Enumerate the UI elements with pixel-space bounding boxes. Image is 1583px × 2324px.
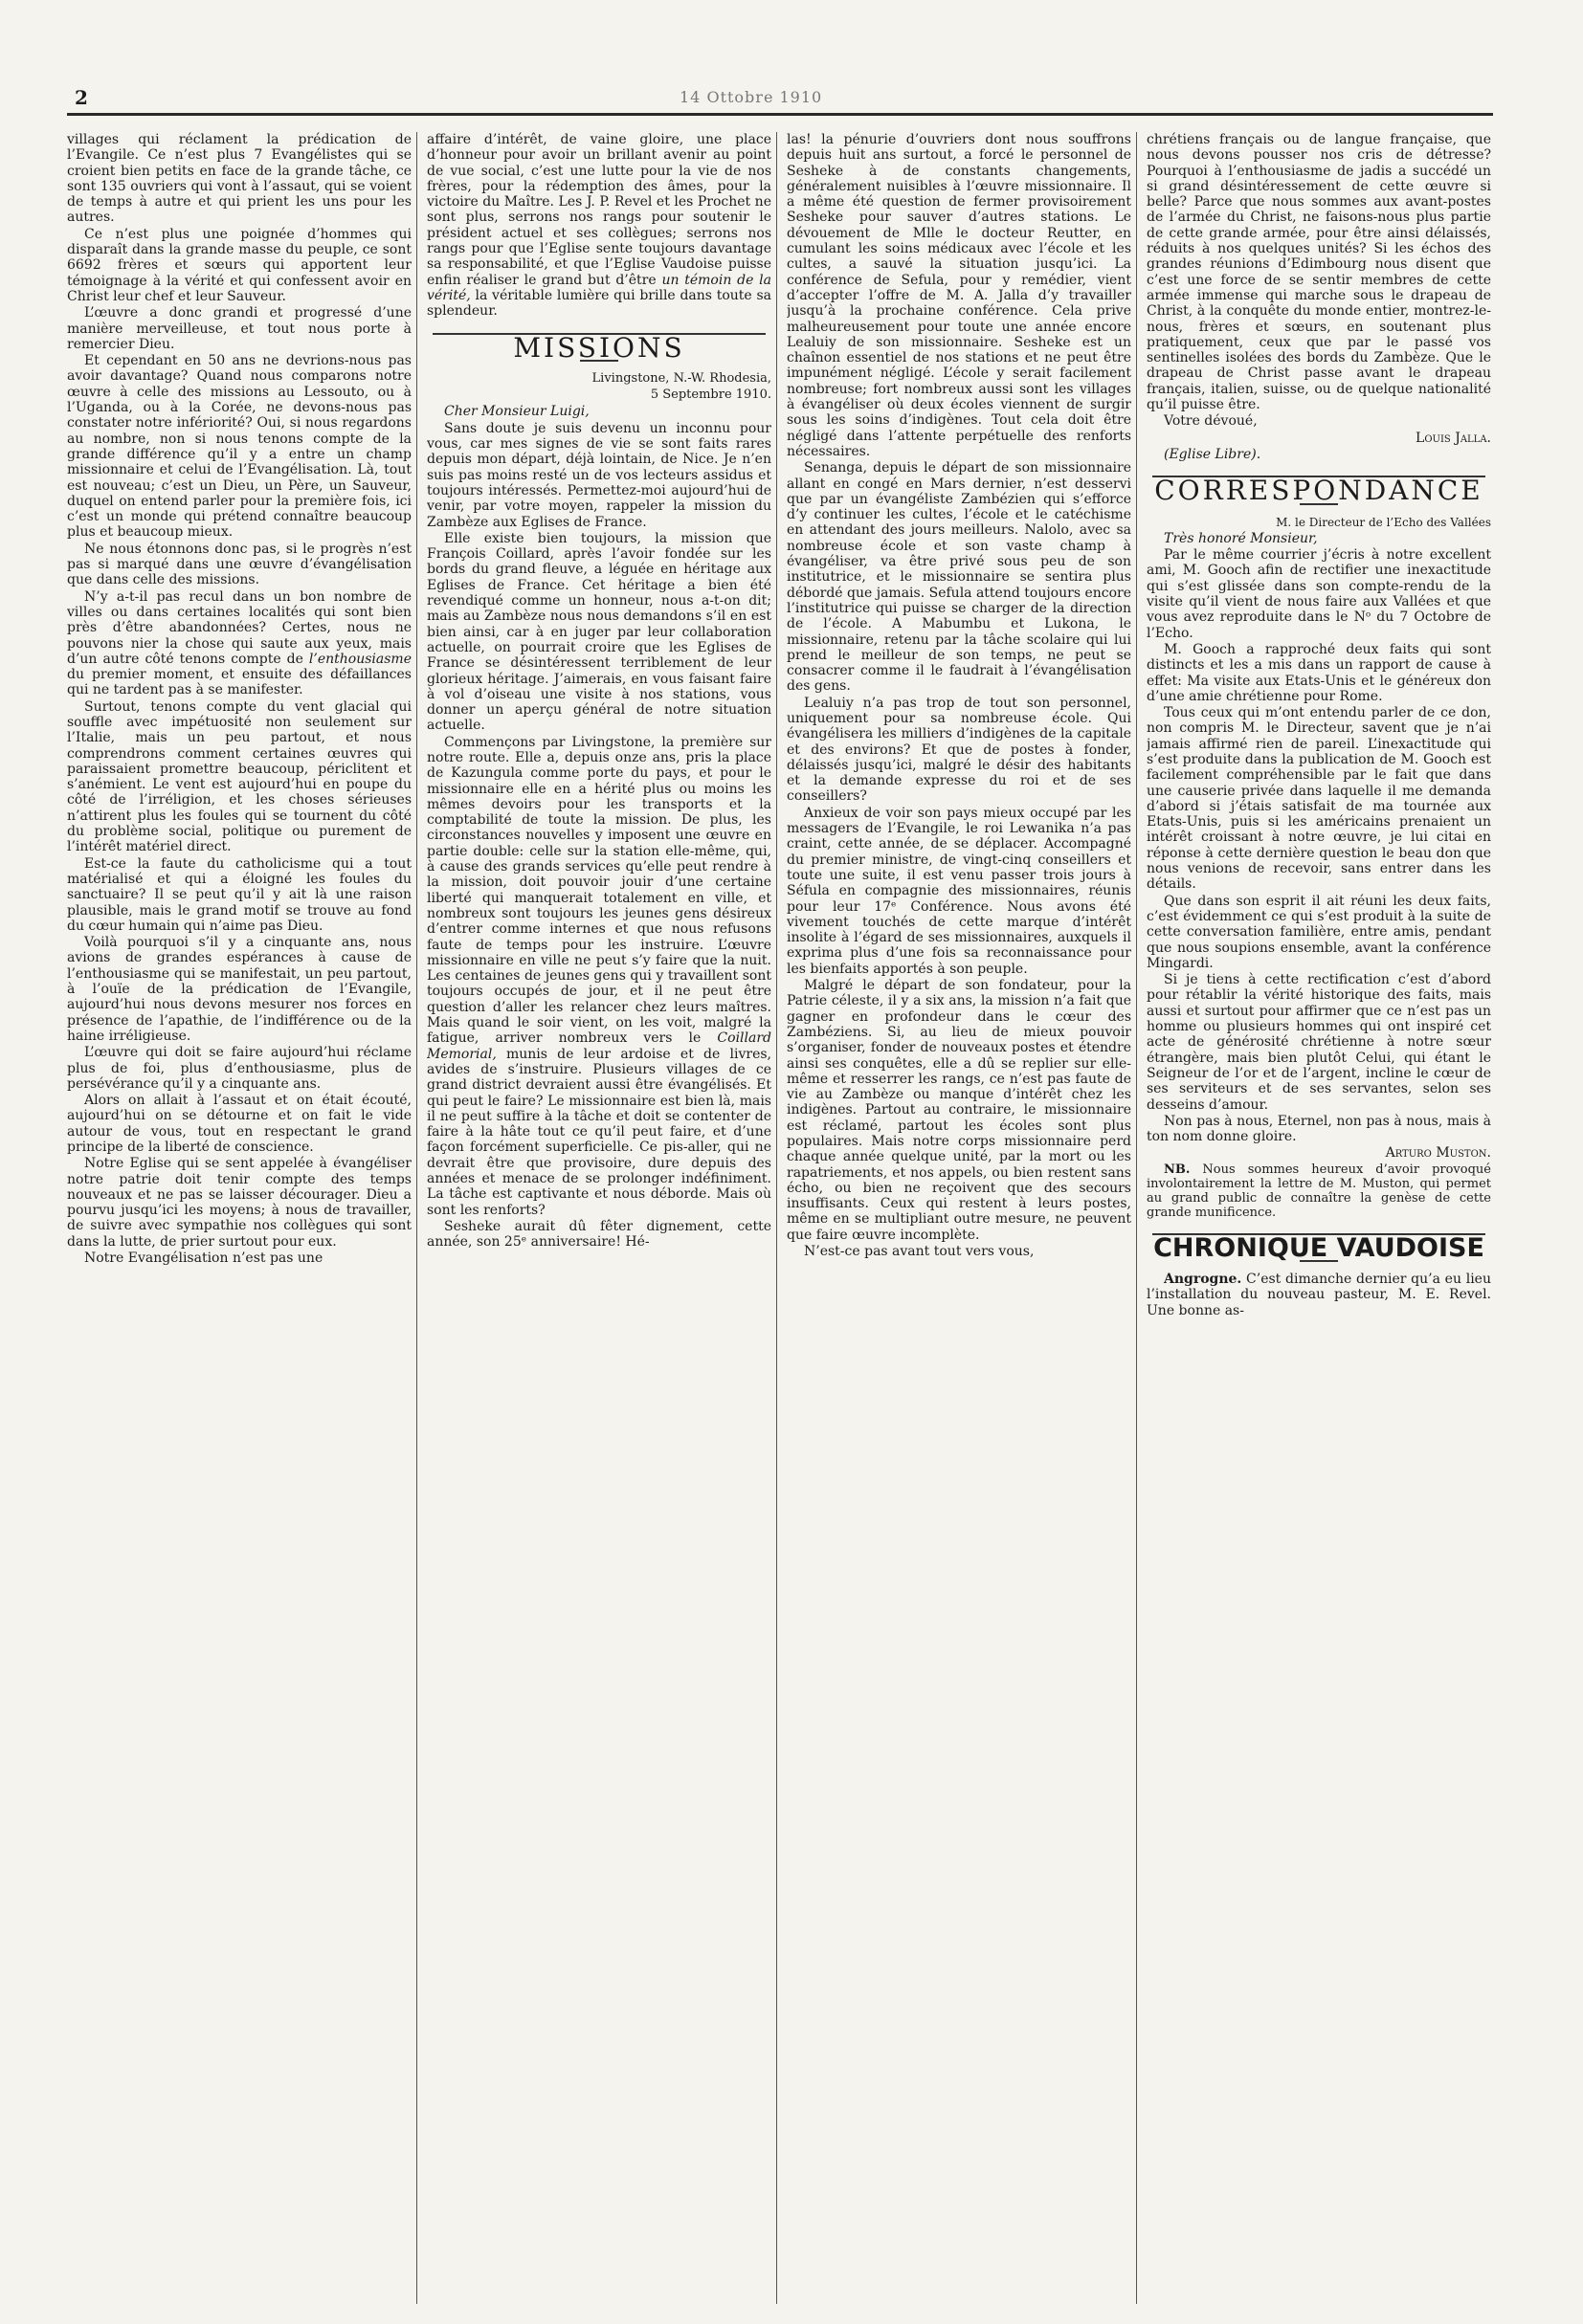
note-label: NB.: [1164, 1162, 1191, 1177]
emphasis: Cher Monsieur Luigi,: [444, 404, 590, 420]
paragraph: Notre Eglise qui se sent appelée à évangéliser notre patrie doit tenir compte des temps nouveaux et ne pas se laisser décourager. Dieu a pourvu jusqu’ici les moyens; à nous de travailler, de suivre avec sympathie nos collègues qui sont dans la lutte, de prier surtout pour eux.: [67, 1156, 412, 1250]
paragraph: [1147, 1272, 1491, 1318]
paragraph: Elle existe bien toujours, la mission que François Coillard, après l’avoir fondée sur les bords du grand fleuve, a léguée en héritage aux Eglises de France. Cet héritage a bien été revendiqué comme un honneur, nous a-t-on dit; mais au Zambèze nous nous demandons s’il en est bien ainsi, car à en juger par leur collaboration actuelle, on pourrait croire que les Eglises de France se désintéressent terriblement de leur glorieux héritage. J’aimerais, en vous faisant faire à vol d’oiseau une visite à nos stations, vous donner un aperçu général de notre situation actuelle.: [427, 530, 771, 734]
text-run: munis de leur ardoise et de livres, avides de s’instruire. Plusieurs villages de ce grand district devraient aussi être évangélisés. Et qui peut le faire? Le missionnaire est bien là, mais il ne peut suffire à la tâche et doit se contenter de faire à la hâte tout ce qu’il peut faire, et d’une façon forcément superficielle. Ce pis-aller, qui ne devrait être que provisoire, dure depuis des années et menace de se prolonger indéfiniment. La tâche est captivante et nous déborde. Mais où sont les renforts?: [427, 1046, 771, 1218]
column-rule: [416, 132, 417, 2304]
paragraph: [427, 735, 771, 1218]
paragraph: Ce n’est plus une poignée d’hommes qui disparaît dans la grande masse du peuple, ce sont 6692 frères et sœurs qui apportent leur témoignage à la vérité et qui confessent avoir en Christ leur chef et leur Sauveur.: [67, 226, 412, 304]
emphasis: Très honoré Monsieur,: [1164, 530, 1318, 546]
emphasis: (Eglise Libre).: [1164, 446, 1261, 462]
signature: Louis Jalla.: [1416, 430, 1491, 446]
section-title: CHRONIQUE VAUDOISE: [1153, 1232, 1484, 1263]
text-run: Commençons par Livingstone, la première sur notre route. Elle a, depuis onze ans, pris la place de Kazungula comme porte du pays, et pour le missionnaire elle en a hérité plus ou moins les mêmes devoirs pour les transports et la comptabilité de toute la mission. De plus, les circonstances nouvelles y imposent une œuvre en partie double: celle sur la station elle-même, qui, à cause des grands services qu’elle peut rendre à la mission, doit pouvoir jouir d’une certaine liberté qui manquerait totalement en ville, et nombreux sont toujours les jeunes gens désireux d’entrer comme internes et que nous refusons faute de temps pour les instruire. L’œuvre missionnaire en ville ne peut s’y faire que la nuit. Les centaines de jeunes gens qui y travaillent sont toujours occupés de jour, et il ne peut être question d’aller les relancer chez leurs maîtres. Mais quand le soir vient, on les voit, malgré la fatigue, arriver nombreux vers le: [427, 734, 771, 1047]
paragraph: M. Gooch a rapproché deux faits qui sont distincts et les a mis dans un rapport de cause à effet: Ma visite aux Etats-Unis et le généreux don d’une amie chrétienne pour Rome.: [1147, 641, 1491, 704]
column-4: [1147, 132, 1491, 2306]
text-run: N’y a-t-il pas recul dans un bon nombre de villes ou dans certaines localités qui sont bien près d’être abandonnées? Certes, nous ne pouvons nier la chose qui saute aux yeux, mais d’un autre côté tenons compte de: [67, 588, 412, 667]
paragraph: chrétiens français ou de langue française, que nous devons pousser nos cris de détresse? Pourquoi à l’enthousiasme de jadis a succédé un si grand désintéressement de cette œuvre si belle? Parce que nous sommes aux avant-postes de l’armée du Christ, ne faisons-nous plus partie de cette grande armée, pour être ainsi délaissés, réduits à nos quelques unités? Si les échos des grandes réunions d’Edimbourg nous disent que c’est une force de se sentir membres de cette armée immense qui marche sous le drapeau de Christ, à la conquête du monde entier, montrez-le-nous, frères et sœurs, en soutenant plus pratiquement, ceux que par le passé vos sentinelles isolées des bords du Zambèze. Que le drapeau de Christ passe avant le drapeau français, italien, suisse, ou de quelque nationalité qu’il puisse être.: [1147, 132, 1491, 413]
text-run: la véritable lumière qui brille dans toute sa splendeur.: [427, 287, 771, 320]
text-run: C’est dimanche dernier qu’a eu lieu l’installation du nouveau pasteur, M. E. Revel. Une bonne as-: [1147, 1272, 1491, 1318]
paragraph: Sans doute je suis devenu un inconnu pour vous, car mes signes de vie se sont faits rares depuis mon départ, déjà lointain, de Nice. Je n’en suis pas moins resté un de vos lecteurs assidus et toujours intéressés. Permettez-moi aujourd’hui de venir, par votre moyen, rappeler la mission du Zambèze aux Eglises de France.: [427, 420, 771, 530]
paragraph: [67, 589, 412, 698]
paragraph: Surtout, tenons compte du vent glacial qui souffle avec impétuosité non seulement sur l’Italie, mais un peu partout, et nous comprendrons comment certaines œuvres qui paraissaient promettre beaucoup, périclitent et s’anémient. Le vent est aujourd’hui en poupe du côté de l’irréligion, et les choses sérieuses n’attirent plus les foules qui se tournent du côté du problème social, politique ou purement de l’intérêt matériel direct.: [67, 698, 412, 855]
paragraph: [427, 132, 771, 320]
paragraph: N’est-ce pas avant tout vers vous,: [804, 1244, 1035, 1260]
section-heading-missions: [427, 333, 771, 362]
emphasis: l’enthousiasme: [308, 651, 412, 667]
place-label: Angrogne.: [1164, 1272, 1242, 1287]
paragraph: Lealuiy n’a pas trop de tout son personnel, uniquement pour sa nombreuse école. Qui évangélisera les milliers d’indigènes de la capitale et des environs? Et que de postes à fonder, délaissés jusqu’ici, malgré le désir des habitants et la demande expresse du roi et de ses conseillers?: [787, 695, 1131, 805]
column-2: [427, 132, 771, 2306]
section-heading-correspondance: [1147, 475, 1491, 507]
addressee-line: M. le Directeur de l’Echo des Vallées: [1276, 515, 1491, 529]
salutation: [1147, 531, 1491, 546]
paragraph: Voilà pourquoi s’il y a cinquante ans, nous avions de grandes espérances à cause de l’enthousiasme qui se manifestait, un peu partout, à l’ouïe de la prédication de l’Evangile, aujourd’hui nous devons mesurer nos forces en présence de l’apathie, de l’indifférence ou de la haine irréligieuse.: [67, 935, 412, 1044]
dateline: 5 Septembre 1910.: [650, 387, 771, 403]
closing: Votre dévoué,: [1164, 413, 1258, 430]
column-rule: [1136, 132, 1137, 2304]
source-note: [1147, 447, 1491, 462]
column-3: [787, 132, 1131, 2306]
signature: Arturo Muston.: [1385, 1145, 1491, 1162]
paragraph: Et cependant en 50 ans ne devrions-nous pas avoir davantage? Quand nous comparons notre œuvre à celle des missions au Lessouto, ou à l’Uganda, ou à la Corée, ne devons-nous pas constater notre infériorité? Oui, si nous regardons au nombre, non si nous tenons compte de la grande différence qu’il y a entre un champ missionnaire et celui de l’Evangélisation. Là, tout est nouveau; c’est un Dieu, un Père, un Sauveur, duquel on entend parler pour la première fois, ici c’est un monde qui prétend connaître beaucoup plus et beaucoup mieux.: [67, 353, 412, 541]
paragraph: Senanga, depuis le départ de son missionnaire allant en congé en Mars dernier, n’est desservi que par un évangéliste Zambézien qui s’efforce d’y continuer les cultes, l’école et le catéchisme en attendant des jours meilleurs. Nalolo, avec sa nombreuse école et son vaste champ à évangéliser, va être privé sous peu de son institutrice, et le missionnaire se sentira plus débordé que jamais. Sefula attend toujours encore l’institutrice qui puisse se charger de la direction de l’école. A Mabumbu et Lukona, le missionnaire, retenu par la tâche scolaire qui lui prend le meilleur de son temps, ne peut se consacrer comme il le faudrait à l’évangélisation des gens.: [787, 460, 1131, 695]
paragraph: Est-ce la faute du catholicisme qui a tout matérialisé et qui a éloigné les foules du sanctuaire? Il se peut qu’il y ait là une raison plausible, mais le grand motif se trouve au fond du cœur humain qui n’aime pas Dieu.: [67, 855, 412, 934]
paragraph: Par le même courrier j’écris à notre excellent ami, M. Gooch afin de rectifier une inexactitude qui s’est glissée dans son compte-rendu de la visite qu’il vient de nous faire aux Vallées et que vous avez reproduite dans le Nᵒ du 7 Octobre de l’Echo.: [1147, 547, 1491, 641]
paragraph: Si je tiens à cette rectification c’est d’abord pour rétablir la vérité historique des faits, mais aussi et surtout pour affirmer que ce n’est pas un homme ou plusieurs hommes qui ont inspiré cet acte de générosité chrétienne à notre sœur étrangère, mais bien plutôt Celui, qui étant le Seigneur de l’or et de l’argent, incline le cœur de ses serviteurs et de ses servantes, selon ses desseins d’amour.: [1147, 972, 1491, 1113]
emphasis: un témoin de la vérité,: [427, 272, 771, 303]
paragraph: Notre Evangélisation n’est pas une: [84, 1251, 323, 1267]
paragraph: Ne nous étonnons donc pas, si le progrès n’est pas si marqué dans une œuvre d’évangélisation que dans celle des missions.: [67, 541, 412, 588]
issue-date: 14 Ottobre 1910: [680, 88, 823, 106]
paragraph: Alors on allait à l’assaut et on était écouté, aujourd’hui on se détourne et on fait le vide autour de vous, tout en respectant le grand principe de la liberté de conscience.: [67, 1093, 412, 1155]
emphasis: Coillard Memorial,: [427, 1030, 771, 1062]
paragraph: Sesheke aurait dû fêter dignement, cette année, son 25ᵉ anniversaire! Hé-: [427, 1218, 771, 1251]
paragraph: Anxieux de voir son pays mieux occupé par les messagers de l’Evangile, le roi Lewanika n’a pas craint, cette année, de se déplacer. Accompagné du premier ministre, de vingt-cinq conseillers et toute une suite, il est venu passer trois jours à Séfula en compagnie des missionnaires, réunis pour leur 17ᵉ Conférence. Nous avons été vivement touchés de cette marque d’intérêt insolite à l’égard de ses missionnaires, auxquels il exprima plus d’une fois sa reconnaissance pour les bienfaits apportés à son peuple.: [787, 805, 1131, 977]
section-heading-chronique: [1147, 1233, 1491, 1262]
paragraph: L’œuvre qui doit se faire aujourd’hui réclame plus de foi, plus d’enthousiasme, plus de persévérance qu’il y a cinquante ans.: [67, 1045, 412, 1092]
dateline: Livingstone, N.-W. Rhodesia,: [591, 370, 771, 386]
section-title: MISSIONS: [513, 331, 685, 364]
page-header: [67, 84, 1493, 116]
paragraph: Que dans son esprit il ait réuni les deux faits, c’est évidemment ce qui s’est produit à la suite de cette conversation familière, entre amis, pendant que nous soupions ensemble, avant la conférence Mingardi.: [1147, 893, 1491, 971]
text-run: affaire d’intérêt, de vaine gloire, une place d’honneur pour avoir un brillant avenir au point de vue social, c’est une lutte pour la vie de nos frères, pour la rédemption des âmes, pour la victoire du Maître. Les J. P. Revel et les Prochet ne sont plus, serrons nos rangs pour soutenir le président actuel et ses collègues; serrons nos rangs pour que l’Eglise sente toujours davantage sa responsabilité, et que l’Eglise Vaudoise puisse enfin réaliser le grand but d’être: [427, 132, 771, 288]
paragraph: L’œuvre a donc grandi et progressé d’une manière merveilleuse, et tout nous porte à remercier Dieu.: [67, 305, 412, 352]
page-number: 2: [75, 86, 88, 109]
paragraph: las! la pénurie d’ouvriers dont nous souffrons depuis huit ans surtout, a forcé le personnel de Sesheke à de constants changements, généralement nuisibles à l’œuvre missionnaire. Il a même été question de fermer provisoirement Sesheke pour sauver d’autres stations. Le dévouement de Mlle le docteur Reutter, en cumulant les soins médicaux avec l’école et les cultes, a sauvé la situation jusqu’ici. La conférence de Sefula, pour y remédier, vient d’accepter l’offre de M. A. Jalla d’y travailler jusqu’à la prochaine conférence. Cela prive malheureusement pour toute une année encore Lealuiy de son missionnaire. Sesheke est un chaînon essentiel de nos stations et ne peut être impunément négligé. L’école y serait facilement nombreuse; fort nombreux aussi sont les villages à évangéliser où deux écoles viennent de surgir sous les soins d’indigènes. Tout cela doit être négligé dans l’attente perpétuelle des renforts nécessaires.: [787, 132, 1131, 459]
text-run: du premier moment, et ensuite des défaillances qui ne tardent pas à se manifester.: [67, 667, 412, 698]
column-1: [67, 132, 412, 2306]
paragraph: villages qui réclament la prédication de l’Evangile. Ce n’est plus 7 Evangélistes qui se croient bien petits en face de la grande tâche, ce sont 135 ouvriers qui vont à l’assaut, qui se voient de temps à autre et qui prient les uns pour les autres.: [67, 132, 412, 226]
paragraph: Tous ceux qui m’ont entendu parler de ce don, non compris M. le Directeur, savent que je n’ai jamais affirmé rien de pareil. L’inexactitude qui s’est produite dans la publication de M. Gooch est facilement compréhensible par le fait que dans une causerie privée dans laquelle il me demanda d’abord si j’étais satisfait de ma tournée aux Etats-Unis, puis si les américains prenaient un intérêt croissant à notre œuvre, je lui citai en réponse à cette dernière question le beau don que nous venions de recevoir, sans entrer dans les détails.: [1147, 705, 1491, 893]
editor-note: [1147, 1162, 1491, 1220]
section-title: CORRESPONDANCE: [1154, 475, 1483, 507]
column-rule: [776, 132, 777, 2304]
salutation: [427, 404, 771, 419]
paragraph: Malgré le départ de son fondateur, pour la Patrie céleste, il y a six ans, la mission n’a fait que gagner en profondeur dans le cœur des Zambéziens. Si, au lieu de mieux pouvoir s’organiser, fonder de nouveaux postes et étendre ainsi ses conquêtes, elle a dû se replier sur elle-même et resserrer les rangs, ce n’est pas faute de vie au Zambèze ou manque d’intérêt chez les indigènes. Partout au contraire, le missionnaire est réclamé, partout les écoles sont plus populaires. Mais notre corps missionnaire perd chaque année quelque unité, par la mort ou les rapatriements, et nos appels, ou bien restent sans écho, ou bien ne reçoivent que des secours insuffisants. Ceux qui restent à leurs postes, même en se multipliant outre mesure, ne peuvent que faire œuvre incomplète.: [787, 978, 1131, 1243]
paragraph: Non pas à nous, Eternel, non pas à nous, mais à ton nom donne gloire.: [1147, 1113, 1491, 1145]
text-run: Nous sommes heureux d’avoir provoqué involontairement la lettre de M. Muston, qui permet au grand public de connaître la genèse de cette grande munificence.: [1147, 1162, 1491, 1220]
